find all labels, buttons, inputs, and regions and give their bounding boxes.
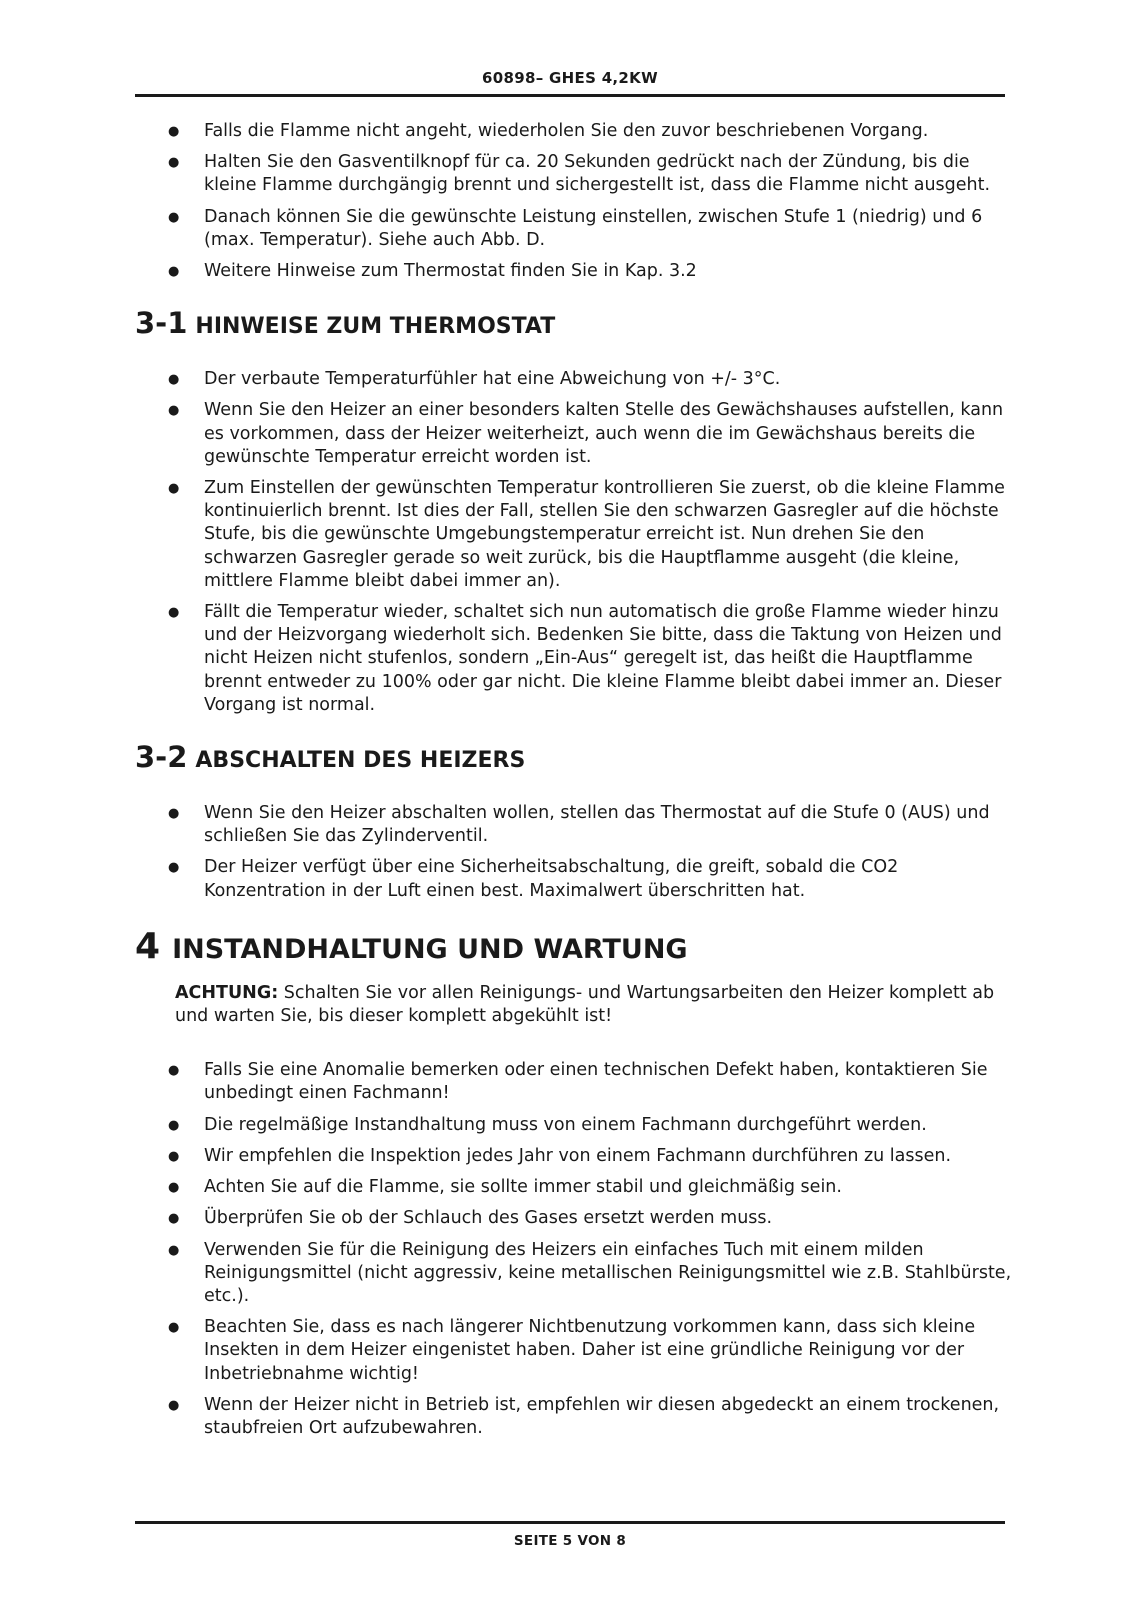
chapter-heading-4 bbox=[135, 927, 1015, 970]
list-item: ● Falls die Flamme nicht angeht, wiederholen Sie den zuvor beschriebenen Vorgang. bbox=[135, 120, 1015, 143]
list-item: ● Der verbaute Temperaturfühler hat eine Abweichung von +/- 3°C. bbox=[135, 368, 1015, 391]
section-title: HINWEISE ZUM THERMOSTAT bbox=[195, 314, 556, 340]
page-number: SEITE 5 VON 8 bbox=[513, 1533, 627, 1549]
section-number: 3-2 bbox=[135, 740, 188, 775]
warning-text: Schalten Sie vor allen Reinigungs- und Wartungsarbeiten den Heizer komplett ab und warten Sie, bis dieser komplett abgekühlt ist! bbox=[175, 982, 995, 1027]
maintenance-bullet-list bbox=[135, 1059, 1015, 1440]
header-title: 60898– GHES 4,2KW bbox=[482, 69, 658, 87]
page-content bbox=[135, 120, 1015, 1448]
list-item: ● Beachten Sie, dass es nach längerer Nichtbenutzung vorkommen kann, dass sich kleine Insekten in dem Heizer eingenistet haben. Daher ist eine gründliche Reinigung vor der Inbetriebnahme wichtig! bbox=[135, 1316, 1015, 1386]
warning-note bbox=[135, 982, 1015, 1028]
list-item: ● Zum Einstellen der gewünschten Temperatur kontrollieren Sie zuerst, ob die kleine Flamme kontinuierlich brennt. Ist dies der Fall, stellen Sie den schwarzen Gasregler auf die höchste Stufe, bis die gewünschte Umgebungstemperatur erreicht ist. Nun drehen Sie den schwarzen Gasregler gerade so weit zurück, bis die Hauptflamme ausgeht (die kleine, mittlere Flamme bleibt dabei immer an). bbox=[135, 477, 1015, 593]
list-item: ● Wir empfehlen die Inspektion jedes Jahr von einem Fachmann durchführen zu lassen. bbox=[135, 1145, 1015, 1168]
list-item: ● Weitere Hinweise zum Thermostat finden Sie in Kap. 3.2 bbox=[135, 260, 1015, 283]
list-item: ● Danach können Sie die gewünschte Leistung einstellen, zwischen Stufe 1 (niedrig) und 6 (max. Temperatur). Siehe auch Abb. D. bbox=[135, 206, 1015, 252]
list-item: ● Die regelmäßige Instandhaltung muss von einem Fachmann durchgeführt werden. bbox=[135, 1114, 1015, 1137]
section-heading-3-2 bbox=[135, 742, 1015, 776]
header-rule bbox=[135, 94, 1005, 97]
section-number: 3-1 bbox=[135, 306, 188, 341]
list-item: ● Wenn Sie den Heizer abschalten wollen, stellen das Thermostat auf die Stufe 0 (AUS) und schließen Sie das Zylinderventil. bbox=[135, 802, 1015, 848]
list-item: ● Verwenden Sie für die Reinigung des Heizers ein einfaches Tuch mit einem milden Reinigungsmittel (nicht aggressiv, keine metallischen Reinigungsmittel wie z.B. Stahlbürste, etc.). bbox=[135, 1239, 1015, 1309]
footer-rule bbox=[135, 1521, 1005, 1524]
thermostat-bullet-list bbox=[135, 368, 1015, 717]
list-item: ● Der Heizer verfügt über eine Sicherheitsabschaltung, die greift, sobald die CO2 Konzentration in der Luft einen best. Maximalwert überschritten hat. bbox=[135, 856, 1015, 902]
chapter-title: INSTANDHALTUNG UND WARTUNG bbox=[172, 933, 688, 965]
list-item: ● Wenn Sie den Heizer an einer besonders kalten Stelle des Gewächshauses aufstellen, kann es vorkommen, dass der Heizer weiterheizt, auch wenn die im Gewächshaus bereits die gewünschte Temperatur erreicht worden ist. bbox=[135, 399, 1015, 469]
shutdown-bullet-list bbox=[135, 802, 1015, 903]
list-item: ● Überprüfen Sie ob der Schlauch des Gases ersetzt werden muss. bbox=[135, 1207, 1015, 1230]
list-item: ● Wenn der Heizer nicht in Betrieb ist, empfehlen wir diesen abgedeckt an einem trockenen, staubfreien Ort aufzubewahren. bbox=[135, 1394, 1015, 1440]
section-heading-3-1 bbox=[135, 308, 1015, 342]
list-item: ● Achten Sie auf die Flamme, sie sollte immer stabil und gleichmäßig sein. bbox=[135, 1176, 1015, 1199]
intro-bullet-list bbox=[135, 120, 1015, 283]
list-item: ● Falls Sie eine Anomalie bemerken oder einen technischen Defekt haben, kontaktieren Sie unbedingt einen Fachmann! bbox=[135, 1059, 1015, 1105]
list-item: ● Fällt die Temperatur wieder, schaltet sich nun automatisch die große Flamme wieder hinzu und der Heizvorgang wiederholt sich. Bedenken Sie bitte, dass die Taktung von Heizen und nicht Heizen nicht stufenlos, sondern „Ein-Aus“ geregelt ist, das heißt die Hauptflamme brennt entweder zu 100% oder gar nicht. Die kleine Flamme bleibt dabei immer an. Dieser Vorgang ist normal. bbox=[135, 601, 1015, 717]
section-title: ABSCHALTEN DES HEIZERS bbox=[195, 748, 526, 774]
warning-label: ACHTUNG: bbox=[175, 982, 279, 1003]
chapter-number: 4 bbox=[135, 925, 161, 967]
list-item: ● Halten Sie den Gasventilknopf für ca. 20 Sekunden gedrückt nach der Zündung, bis die kleine Flamme durchgängig brennt und sichergestellt ist, dass die Flamme nicht ausgeht. bbox=[135, 151, 1015, 197]
